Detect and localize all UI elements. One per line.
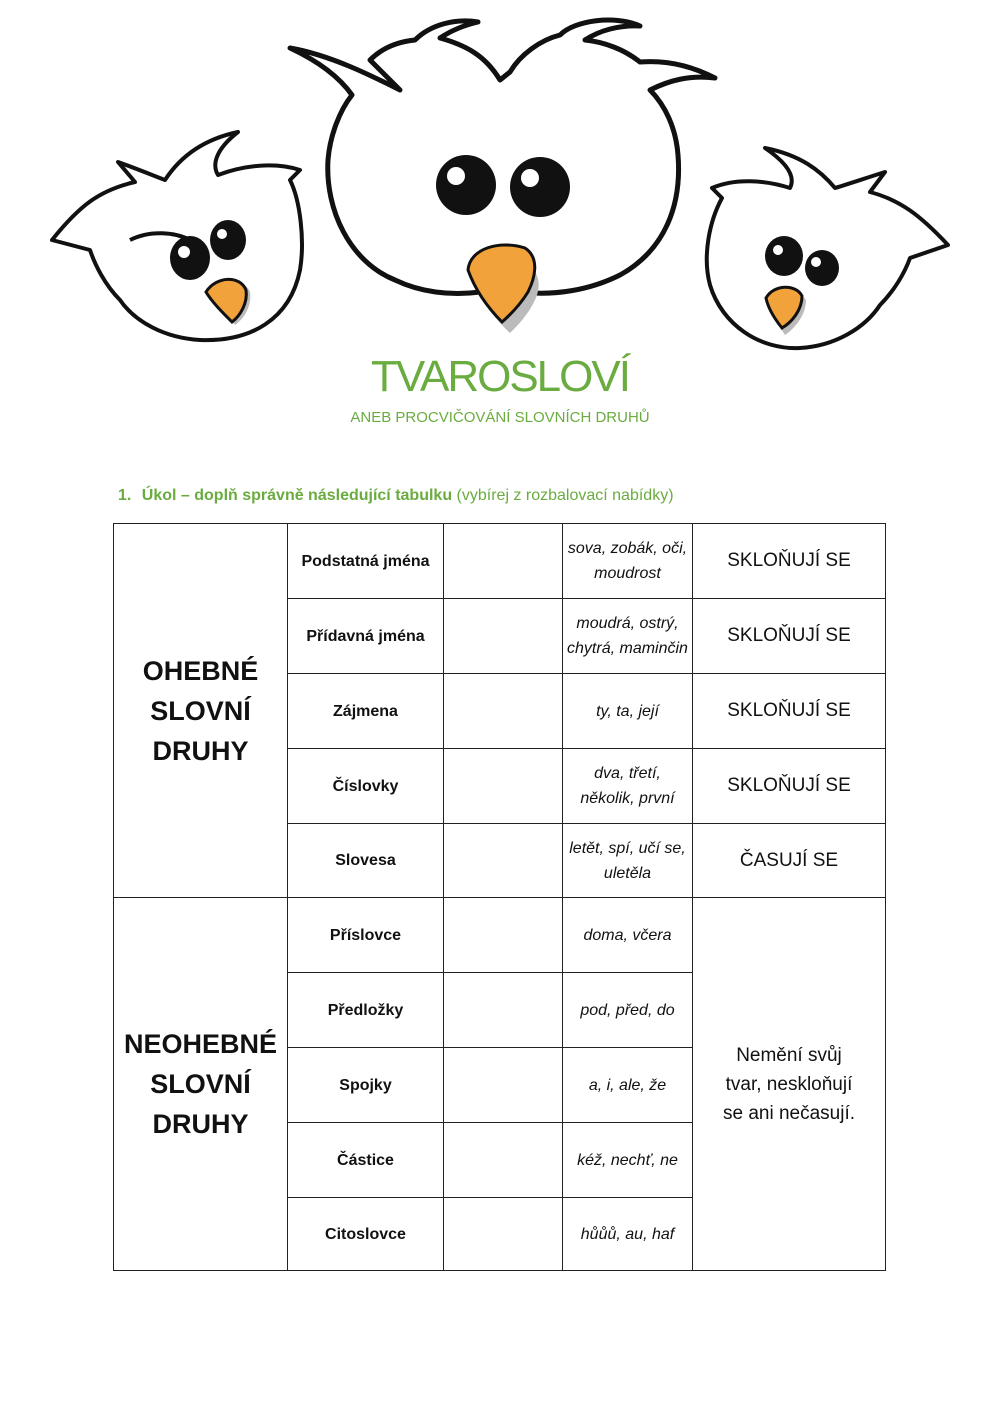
word-class-name: Zájmena <box>287 673 444 749</box>
answer-dropdown[interactable] <box>443 897 563 973</box>
center-owl <box>290 20 715 333</box>
neohebne-note: Nemění svůj tvar, neskloňují se ani nečasují. <box>692 897 886 1271</box>
left-owl <box>52 132 302 340</box>
page-subtitle: ANEB PROCVIČOVÁNÍ SLOVNÍCH DRUHŮ <box>350 409 650 426</box>
word-class-name: Příslovce <box>287 897 444 973</box>
word-class-examples: hůůů, au, haf <box>562 1197 693 1271</box>
task-hint: (vybírej z rozbalovací nabídky) <box>456 487 674 504</box>
word-class-name: Podstatná jména <box>287 523 444 599</box>
word-class-inflection: ČASUJÍ SE <box>692 823 886 898</box>
word-class-examples: doma, včera <box>562 897 693 973</box>
word-class-name: Číslovky <box>287 748 444 824</box>
answer-dropdown[interactable] <box>443 823 563 898</box>
word-class-inflection: SKLOŇUJÍ SE <box>692 523 886 599</box>
owls-illustration <box>0 0 1000 360</box>
word-class-name: Spojky <box>287 1047 444 1123</box>
word-class-inflection: SKLOŇUJÍ SE <box>692 598 886 674</box>
word-class-examples: kéž, nechť, ne <box>562 1122 693 1198</box>
word-class-examples: moudrá, ostrý, chytrá, maminčin <box>562 598 693 674</box>
word-class-examples: pod, před, do <box>562 972 693 1048</box>
answer-dropdown[interactable] <box>443 972 563 1048</box>
answer-dropdown[interactable] <box>443 1197 563 1271</box>
task-title: Úkol – doplň správně následující tabulku <box>141 487 453 504</box>
word-class-name: Částice <box>287 1122 444 1198</box>
answer-dropdown[interactable] <box>443 523 563 599</box>
answer-dropdown[interactable] <box>443 598 563 674</box>
word-class-examples: a, i, ale, že <box>562 1047 693 1123</box>
word-class-examples: ty, ta, její <box>562 673 693 749</box>
word-class-name: Předložky <box>287 972 444 1048</box>
answer-dropdown[interactable] <box>443 673 563 749</box>
task-number: 1. <box>118 487 132 504</box>
word-class-name: Citoslovce <box>287 1197 444 1271</box>
page-title: TVAROSLOVÍ <box>371 352 629 401</box>
word-class-inflection: SKLOŇUJÍ SE <box>692 748 886 824</box>
word-class-examples: sova, zobák, oči, moudrost <box>562 523 693 599</box>
word-class-inflection: SKLOŇUJÍ SE <box>692 673 886 749</box>
answer-dropdown[interactable] <box>443 748 563 824</box>
answer-dropdown[interactable] <box>443 1122 563 1198</box>
word-class-examples: dva, třetí, několik, první <box>562 748 693 824</box>
group-neohebne: NEOHEBNÉ SLOVNÍ DRUHY <box>113 897 288 1271</box>
right-owl <box>707 148 948 348</box>
word-class-examples: letět, spí, učí se, uletěla <box>562 823 693 898</box>
word-class-name: Přídavná jména <box>287 598 444 674</box>
answer-dropdown[interactable] <box>443 1047 563 1123</box>
word-classes-table <box>113 523 886 1271</box>
group-ohebne: OHEBNÉ SLOVNÍ DRUHY <box>113 523 288 898</box>
task-instruction <box>118 485 674 507</box>
word-class-name: Slovesa <box>287 823 444 898</box>
